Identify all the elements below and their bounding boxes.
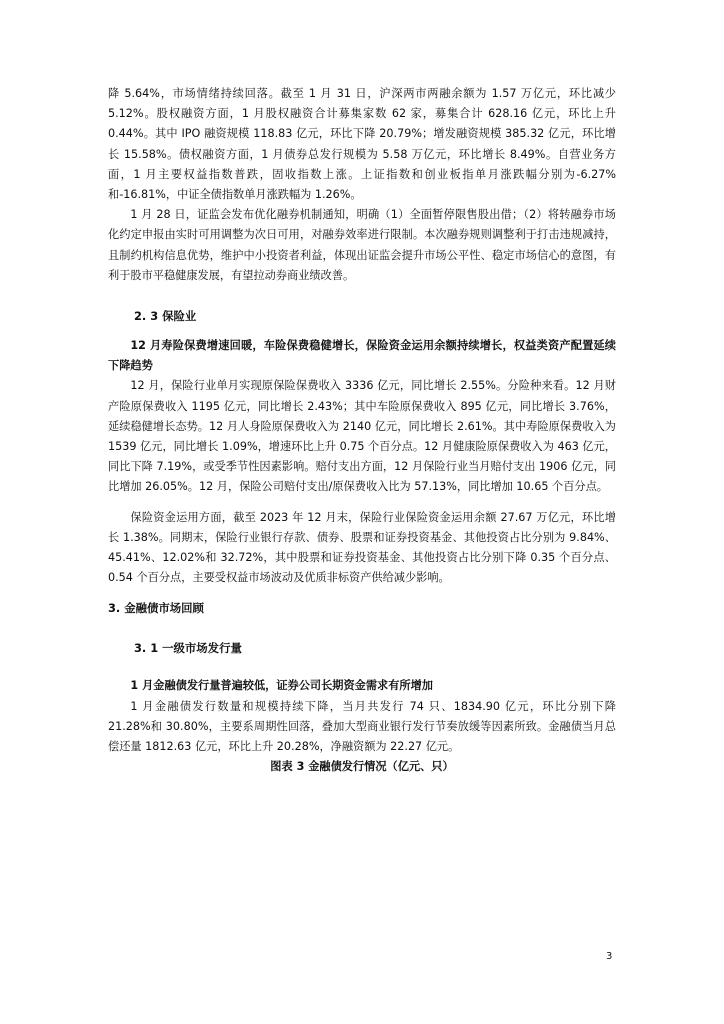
- insurance-lead-summary: 12 月寿险保费增速回暖，车险保费稳健增长，保险资金运用余额持续增长，权益类资产配置延续下降趋势: [108, 339, 616, 373]
- insurance-section-heading: 2. 3 保险业: [134, 309, 197, 324]
- page-content: [108, 84, 616, 777]
- financial-bonds-paragraph-1: 1 月金融债发行数量和规模持续下降，当月共发行 74 只、1834.90 亿元，环比分别下降 21.28%和 30.80%，主要系周期性回落，叠加大型商业银行发行节奏放缓等因素所致。金融债当月总偿还量 1812.63 亿元，环比上升 20.28%，净融资额为 22.27 亿元。: [108, 699, 616, 754]
- financial-bonds-section-heading: 3. 金融债市场回顾: [108, 601, 204, 616]
- brokerage-paragraph-2: 1 月 28 日，证监会发布优化融券机制通知，明确（1）全面暂停限售股出借；（2）将转融券市场化约定申报由实时可用调整为次日可用，对融券效率进行限制。本次融券规则调整利于打击违规减持，且制约机构信息优势，维护中小投资者利益，体现出证监会提升市场公平性、稳定市场信心的意图，有利于股市平稳健康发展，有望拉动券商业绩改善。: [108, 208, 616, 282]
- brokerage-paragraph-1: 降 5.64%，市场情绪持续回落。截至 1 月 31 日，沪深两市两融余额为 1.57 万亿元，环比减少 5.12%。股权融资方面，1 月股权融资合计募集家数 62 家，募集合计 628.16 亿元，环比上升 0.44%。其中 IPO 融资规模 118.83 亿元，环比下降 20.79%；增发融资规模 385.32 亿元，环比增长 15.58%。债权融资方面，1 月债券总发行规模为 5.58 万亿元，环比增长 8.49%。自营业务方面，1 月主要权益指数普跌，固收指数上涨。上证指数和创业板指单月涨跌幅分别为-6.27%和-16.81%，中证全债指数单月涨跌幅为 1.26%。: [108, 87, 616, 202]
- insurance-paragraph-1: 12 月，保险行业单月实现原保险保费收入 3336 亿元，同比增长 2.55%。分险种来看。12 月财产险原保费收入 1195 亿元，同比增长 2.43%；其中车险原保费收入 895 亿元，同比增长 3.76%，延续稳健增长态势。12 月人身险原保费收入为 2140 亿元，同比增长 2.61%。其中寿险原保费收入为 1539 亿元，同比增长 1.09%，增速环比上升 0.75 个百分点。12 月健康险原保费收入为 463 亿元，同比下降 7.19%，或受季节性因素影响。赔付支出方面，12 月保险行业当月赔付支出 1906 亿元，同比增加 26.05%。12 月，保险公司赔付支出/原保费收入比为 57.13%，同比增加 10.65 个百分点。: [108, 379, 616, 494]
- spacer: [108, 658, 616, 676]
- spacer: [108, 286, 616, 306]
- spacer: [108, 588, 616, 598]
- insurance-paragraph-2: 保险资金运用方面，截至 2023 年 12 月末，保险行业保险资金运用余额 27.67 万亿元，环比增长 1.38%。同期末，保险行业银行存款、债券、股票和证券投资基金、其他投资占比分别为 9.84%、45.41%、12.02%和 32.72%，其中股票和证券投资基金、其他投资占比分别下降 0.35 个百分点、0.54 个百分点，主要受权益市场波动及优质非标资产供给减少影响。: [108, 510, 616, 585]
- spacer: [108, 498, 616, 508]
- financial-bonds-lead-summary: 1 月金融债发行量普遍较低，证券公司长期资金需求有所增加: [130, 679, 433, 693]
- primary-market-subheading: 3. 1 一级市场发行量: [134, 641, 242, 656]
- page-number: 3: [606, 951, 613, 962]
- figure-caption: 图表 3 金融债发行情况（亿元、只）: [270, 760, 454, 774]
- spacer: [108, 618, 616, 638]
- spacer: [108, 326, 616, 336]
